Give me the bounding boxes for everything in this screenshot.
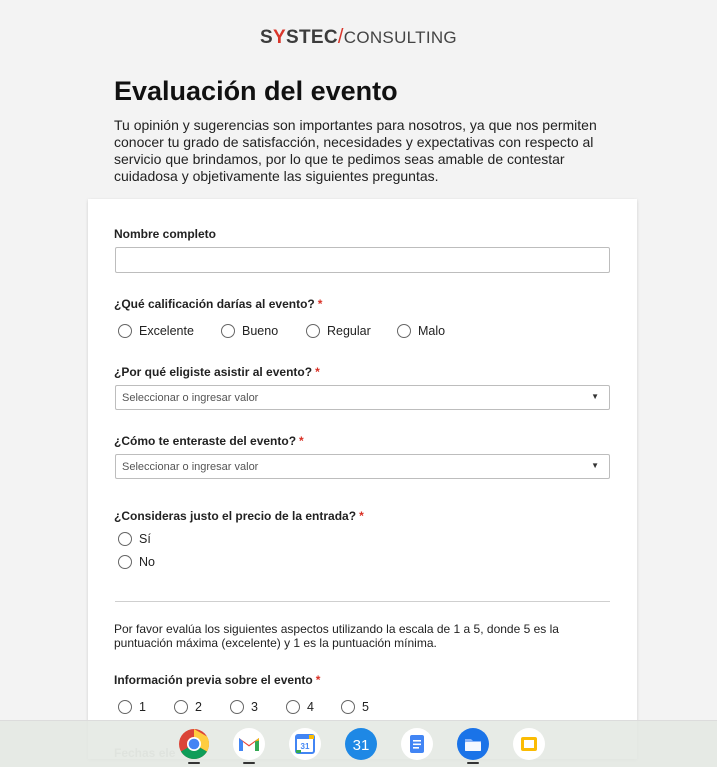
calendar-icon[interactable] (289, 728, 321, 760)
radio-scale-4[interactable] (286, 700, 314, 714)
radio-label: Malo (418, 324, 446, 338)
radio-scale-2[interactable] (174, 700, 202, 714)
gmail-icon[interactable] (233, 728, 265, 760)
radio-circle-icon (230, 700, 244, 714)
radio-circle-icon (306, 324, 320, 338)
radio-excelente[interactable] (118, 324, 194, 338)
source-question (114, 434, 304, 448)
source-select-placeholder: Seleccionar o ingresar valor (122, 461, 259, 473)
radio-circle-icon (118, 324, 132, 338)
radio-label: Regular (327, 324, 371, 338)
radio-circle-icon (118, 532, 132, 546)
reason-question-text: ¿Por qué eligiste asistir al evento? (114, 365, 313, 379)
name-label: Nombre completo (114, 227, 217, 241)
calendar-icon-day: 31 (300, 742, 310, 751)
price-question (114, 509, 364, 523)
page-title: Evaluación del evento (114, 76, 398, 106)
radio-si[interactable] (118, 532, 151, 546)
logo-y: Y (273, 27, 287, 48)
rating-question-text: ¿Qué calificación darías al evento? (114, 297, 315, 311)
radio-label: No (139, 555, 155, 569)
radio-label: 1 (139, 700, 146, 714)
gmail-running-indicator (243, 762, 255, 764)
calendar-31-day: 31 (352, 737, 370, 754)
radio-circle-icon (118, 555, 132, 569)
chrome-icon[interactable] (178, 728, 210, 760)
dropdown-caret-icon: ▼ (591, 461, 599, 470)
radio-no[interactable] (118, 555, 155, 569)
price-question-text: ¿Consideras justo el precio de la entrada? (114, 509, 357, 523)
section-divider (115, 601, 610, 602)
files-icon[interactable] (457, 728, 489, 760)
radio-label: 3 (251, 700, 258, 714)
dropdown-caret-icon: ▼ (591, 392, 599, 401)
radio-regular[interactable] (306, 324, 371, 338)
prior-info-question-text: Información previa sobre el evento (114, 673, 313, 687)
chrome-running-indicator (188, 762, 200, 764)
required-mark: * (315, 673, 321, 687)
radio-label: Bueno (242, 324, 279, 338)
required-mark: * (359, 509, 364, 523)
name-input[interactable] (115, 247, 610, 273)
radio-bueno[interactable] (221, 324, 278, 338)
radio-scale-1[interactable] (118, 700, 146, 714)
logo-slash: / (337, 26, 344, 48)
radio-circle-icon (286, 700, 300, 714)
radio-circle-icon (174, 700, 188, 714)
radio-label: 5 (362, 700, 369, 714)
radio-circle-icon (118, 700, 132, 714)
radio-label: Excelente (139, 324, 194, 338)
files-running-indicator (467, 762, 479, 764)
intro-text: Tu opinión y sugerencias son importantes para nosotros, ya que nos permiten conocer tu grado de satisfacción, necesidades y expectativas con respecto al servicio que brindamos, por lo que te pedimos seas amable de contestar cuidadosa y objetivamente las siguientes preguntas. (114, 117, 597, 184)
source-select[interactable] (115, 454, 610, 479)
required-mark: * (317, 297, 323, 311)
radio-label: Sí (139, 532, 151, 546)
prior-info-question (114, 673, 320, 687)
radio-label: 4 (307, 700, 314, 714)
radio-circle-icon (221, 324, 235, 338)
logo-stec: STEC (286, 27, 338, 48)
required-mark: * (299, 434, 304, 448)
radio-circle-icon (397, 324, 411, 338)
radio-label: 2 (195, 700, 202, 714)
required-mark: * (315, 365, 320, 379)
slides-icon[interactable] (513, 728, 545, 760)
logo-s: S (260, 27, 274, 48)
radio-scale-3[interactable] (230, 700, 258, 714)
radio-scale-5[interactable] (341, 700, 369, 714)
reason-select-placeholder: Seleccionar o ingresar valor (122, 392, 259, 404)
reason-question (114, 365, 320, 379)
rating-question (114, 297, 322, 311)
source-question-text: ¿Cómo te enteraste del evento? (114, 434, 297, 448)
logo-consulting: CONSULTING (343, 28, 457, 47)
calendar-31-icon[interactable] (345, 728, 377, 760)
systec-logo (0, 26, 717, 49)
scale-note: Por favor evalúa los siguientes aspectos utilizando la escala de 1 a 5, donde 5 es la puntuación máxima (excelente) y 1 es la puntuación mínima. (114, 622, 559, 650)
docs-icon[interactable] (401, 728, 433, 760)
radio-circle-icon (341, 700, 355, 714)
reason-select[interactable] (115, 385, 610, 410)
radio-malo[interactable] (397, 324, 445, 338)
